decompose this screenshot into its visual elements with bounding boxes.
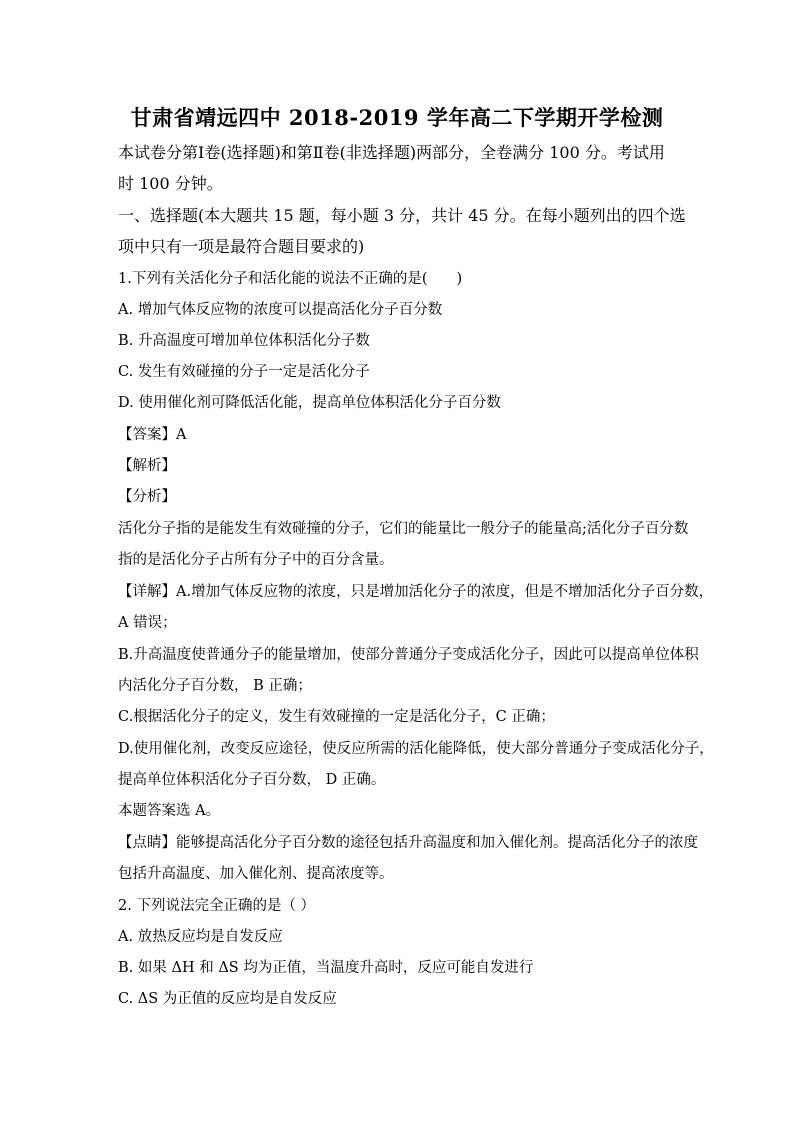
dianjing-text: 【点睛】能够提高活化分子百分数的途径包括升高温度和加入催化剂。提高活化分子的浓度 [118,835,698,851]
jiexi-label: 【解析】 [118,458,176,474]
analysis-text: 活化分子指的是能发生有效碰撞的分子，它们的能量比一般分子的能量高;活化分子百分数 [118,521,689,537]
question-2-stem: 2. 下列说法完全正确的是（ ） [118,898,316,914]
detail-text: D.使用催化剂，改变反应途径，使反应所需的活化能降低，使大部分普通分子变成活化分子， [118,741,714,757]
detail-text: 提高单位体积活化分子百分数， D 正确。 [118,772,386,788]
answer-label: 【答案】A [118,427,187,443]
analysis-text: 指的是活化分子占所有分子中的百分含量。 [118,552,394,568]
page-title: 甘肃省靖远四中 2018-2019 学年高二下学期开学检测 [130,105,664,130]
intro-line: 本试卷分第Ⅰ卷(选择题)和第Ⅱ卷(非选择题)两部分，全卷满分 100 分。考试用 [118,143,665,162]
question-2-option-c: C. ΔS 为正值的反应均是自发反应 [118,991,337,1007]
question-2-option-b: B. 如果 ΔH 和 ΔS 均为正值，当温度升高时，反应可能自发进行 [118,960,534,976]
dianjing-text: 包括升高温度、加入催化剂、提高浓度等。 [118,866,394,882]
detail-text: C.根据活化分子的定义，发生有效碰撞的一定是活化分子，C 正确； [118,709,555,725]
question-1-option-a: A. 增加气体反应物的浓度可以提高活化分子百分数 [118,302,443,318]
fenxi-label: 【分析】 [118,489,176,505]
detail-text: A 错误； [118,615,177,631]
section-heading: 项中只有一项是最符合题目要求的) [118,237,365,256]
question-1-option-b: B. 升高温度可增加单位体积活化分子数 [118,333,370,349]
intro-line: 时 100 分钟。 [118,174,223,193]
detail-text: B.升高温度使普通分子的能量增加，使部分普通分子变成活化分子，因此可以提高单位体积 [118,647,699,663]
question-1-option-c: C. 发生有效碰撞的分子一定是活化分子 [118,364,370,380]
question-1-stem: 1.下列有关活化分子和活化能的说法不正确的是( ) [118,271,463,287]
detail-text: 【详解】A.增加气体反应物的浓度，只是增加活化分子的浓度，但是不增加活化分子百分数， [118,584,714,600]
question-2-option-a: A. 放热反应均是自发反应 [118,929,283,945]
detail-text: 本题答案选 A。 [118,803,221,819]
section-heading: 一、选择题(本大题共 15 题，每小题 3 分，共计 45 分。在每小题列出的四个选 [118,206,686,225]
detail-text: 内活化分子百分数， B 正确； [118,678,312,694]
question-1-option-d: D. 使用催化剂可降低活化能，提高单位体积活化分子百分数 [118,395,501,411]
